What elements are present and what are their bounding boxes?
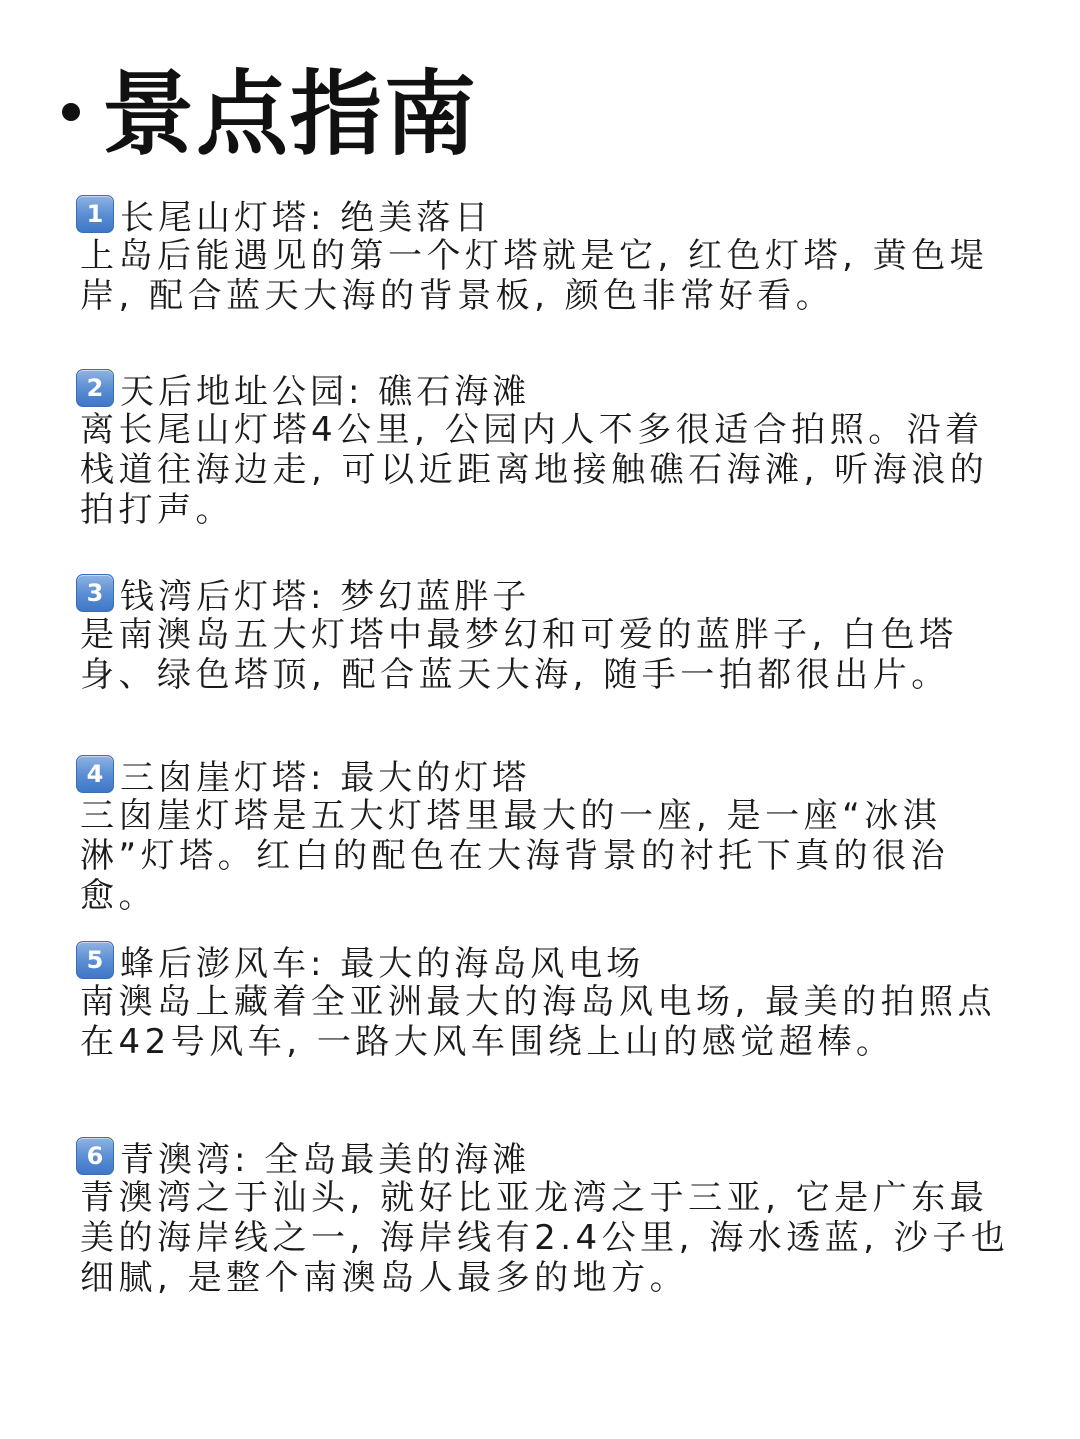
spot-heading-2 bbox=[76, 366, 1016, 410]
number-1-icon: 1 bbox=[76, 195, 114, 233]
page-title bbox=[62, 52, 479, 168]
spot-description: 离长尾山灯塔4公里, 公园内人不多很适合拍照。沿着栈道往海边走, 可以近距离地接触礁石海滩, 听海浪的拍打声。 bbox=[80, 410, 989, 530]
spot-description: 上岛后能遇见的第一个灯塔就是它, 红色灯塔, 黄色堤岸, 配合蓝天大海的背景板, 颜色非常好看。 bbox=[80, 236, 989, 316]
spot-heading-text: 青澳湾: 全岛最美的海滩 bbox=[120, 1139, 531, 1180]
title-bullet-icon bbox=[62, 103, 80, 121]
spot-heading-text: 长尾山灯塔: 绝美落日 bbox=[120, 197, 493, 238]
spot-heading-text: 三囱崖灯塔: 最大的灯塔 bbox=[120, 757, 531, 798]
spot-heading-6 bbox=[76, 1134, 1016, 1178]
spot-heading-5 bbox=[76, 938, 1016, 982]
spot-section-1 bbox=[76, 192, 1016, 316]
spot-heading-4 bbox=[76, 752, 1016, 796]
spot-description: 是南澳岛五大灯塔中最梦幻和可爱的蓝胖子, 白色塔身、绿色塔顶, 配合蓝天大海, 随手一拍都很出片。 bbox=[80, 615, 958, 695]
spot-section-5 bbox=[76, 938, 1016, 1062]
spot-section-4 bbox=[76, 752, 1016, 916]
spot-heading-text: 蜂后澎风车: 最大的海岛风电场 bbox=[120, 943, 645, 984]
number-5-icon: 5 bbox=[76, 941, 114, 979]
spot-heading-text: 钱湾后灯塔: 梦幻蓝胖子 bbox=[120, 576, 531, 617]
number-4-icon: 4 bbox=[76, 755, 114, 793]
spot-description: 南澳岛上藏着全亚洲最大的海岛风电场, 最美的拍照点在42号风车, 一路大风车围绕上山的感觉超棒。 bbox=[80, 982, 997, 1062]
spot-description: 三囱崖灯塔是五大灯塔里最大的一座, 是一座“冰淇淋”灯塔。红白的配色在大海背景的衬托下真的很治愈。 bbox=[80, 796, 950, 916]
number-6-icon: 6 bbox=[76, 1137, 114, 1175]
spot-description: 青澳湾之于汕头, 就好比亚龙湾之于三亚, 它是广东最美的海岸线之一, 海岸线有2.4公里, 海水透蓝, 沙子也细腻, 是整个南澳岛人最多的地方。 bbox=[80, 1178, 1010, 1298]
spot-section-3 bbox=[76, 571, 1016, 695]
spot-heading-text: 天后地址公园: 礁石海滩 bbox=[120, 371, 531, 412]
page-title-text: 景点指南 bbox=[102, 61, 479, 168]
spot-section-2 bbox=[76, 366, 1016, 530]
number-2-icon: 2 bbox=[76, 369, 114, 407]
number-3-icon: 3 bbox=[76, 574, 114, 612]
spot-section-6 bbox=[76, 1134, 1016, 1298]
spot-heading-3 bbox=[76, 571, 1016, 615]
spot-heading-1 bbox=[76, 192, 1016, 236]
